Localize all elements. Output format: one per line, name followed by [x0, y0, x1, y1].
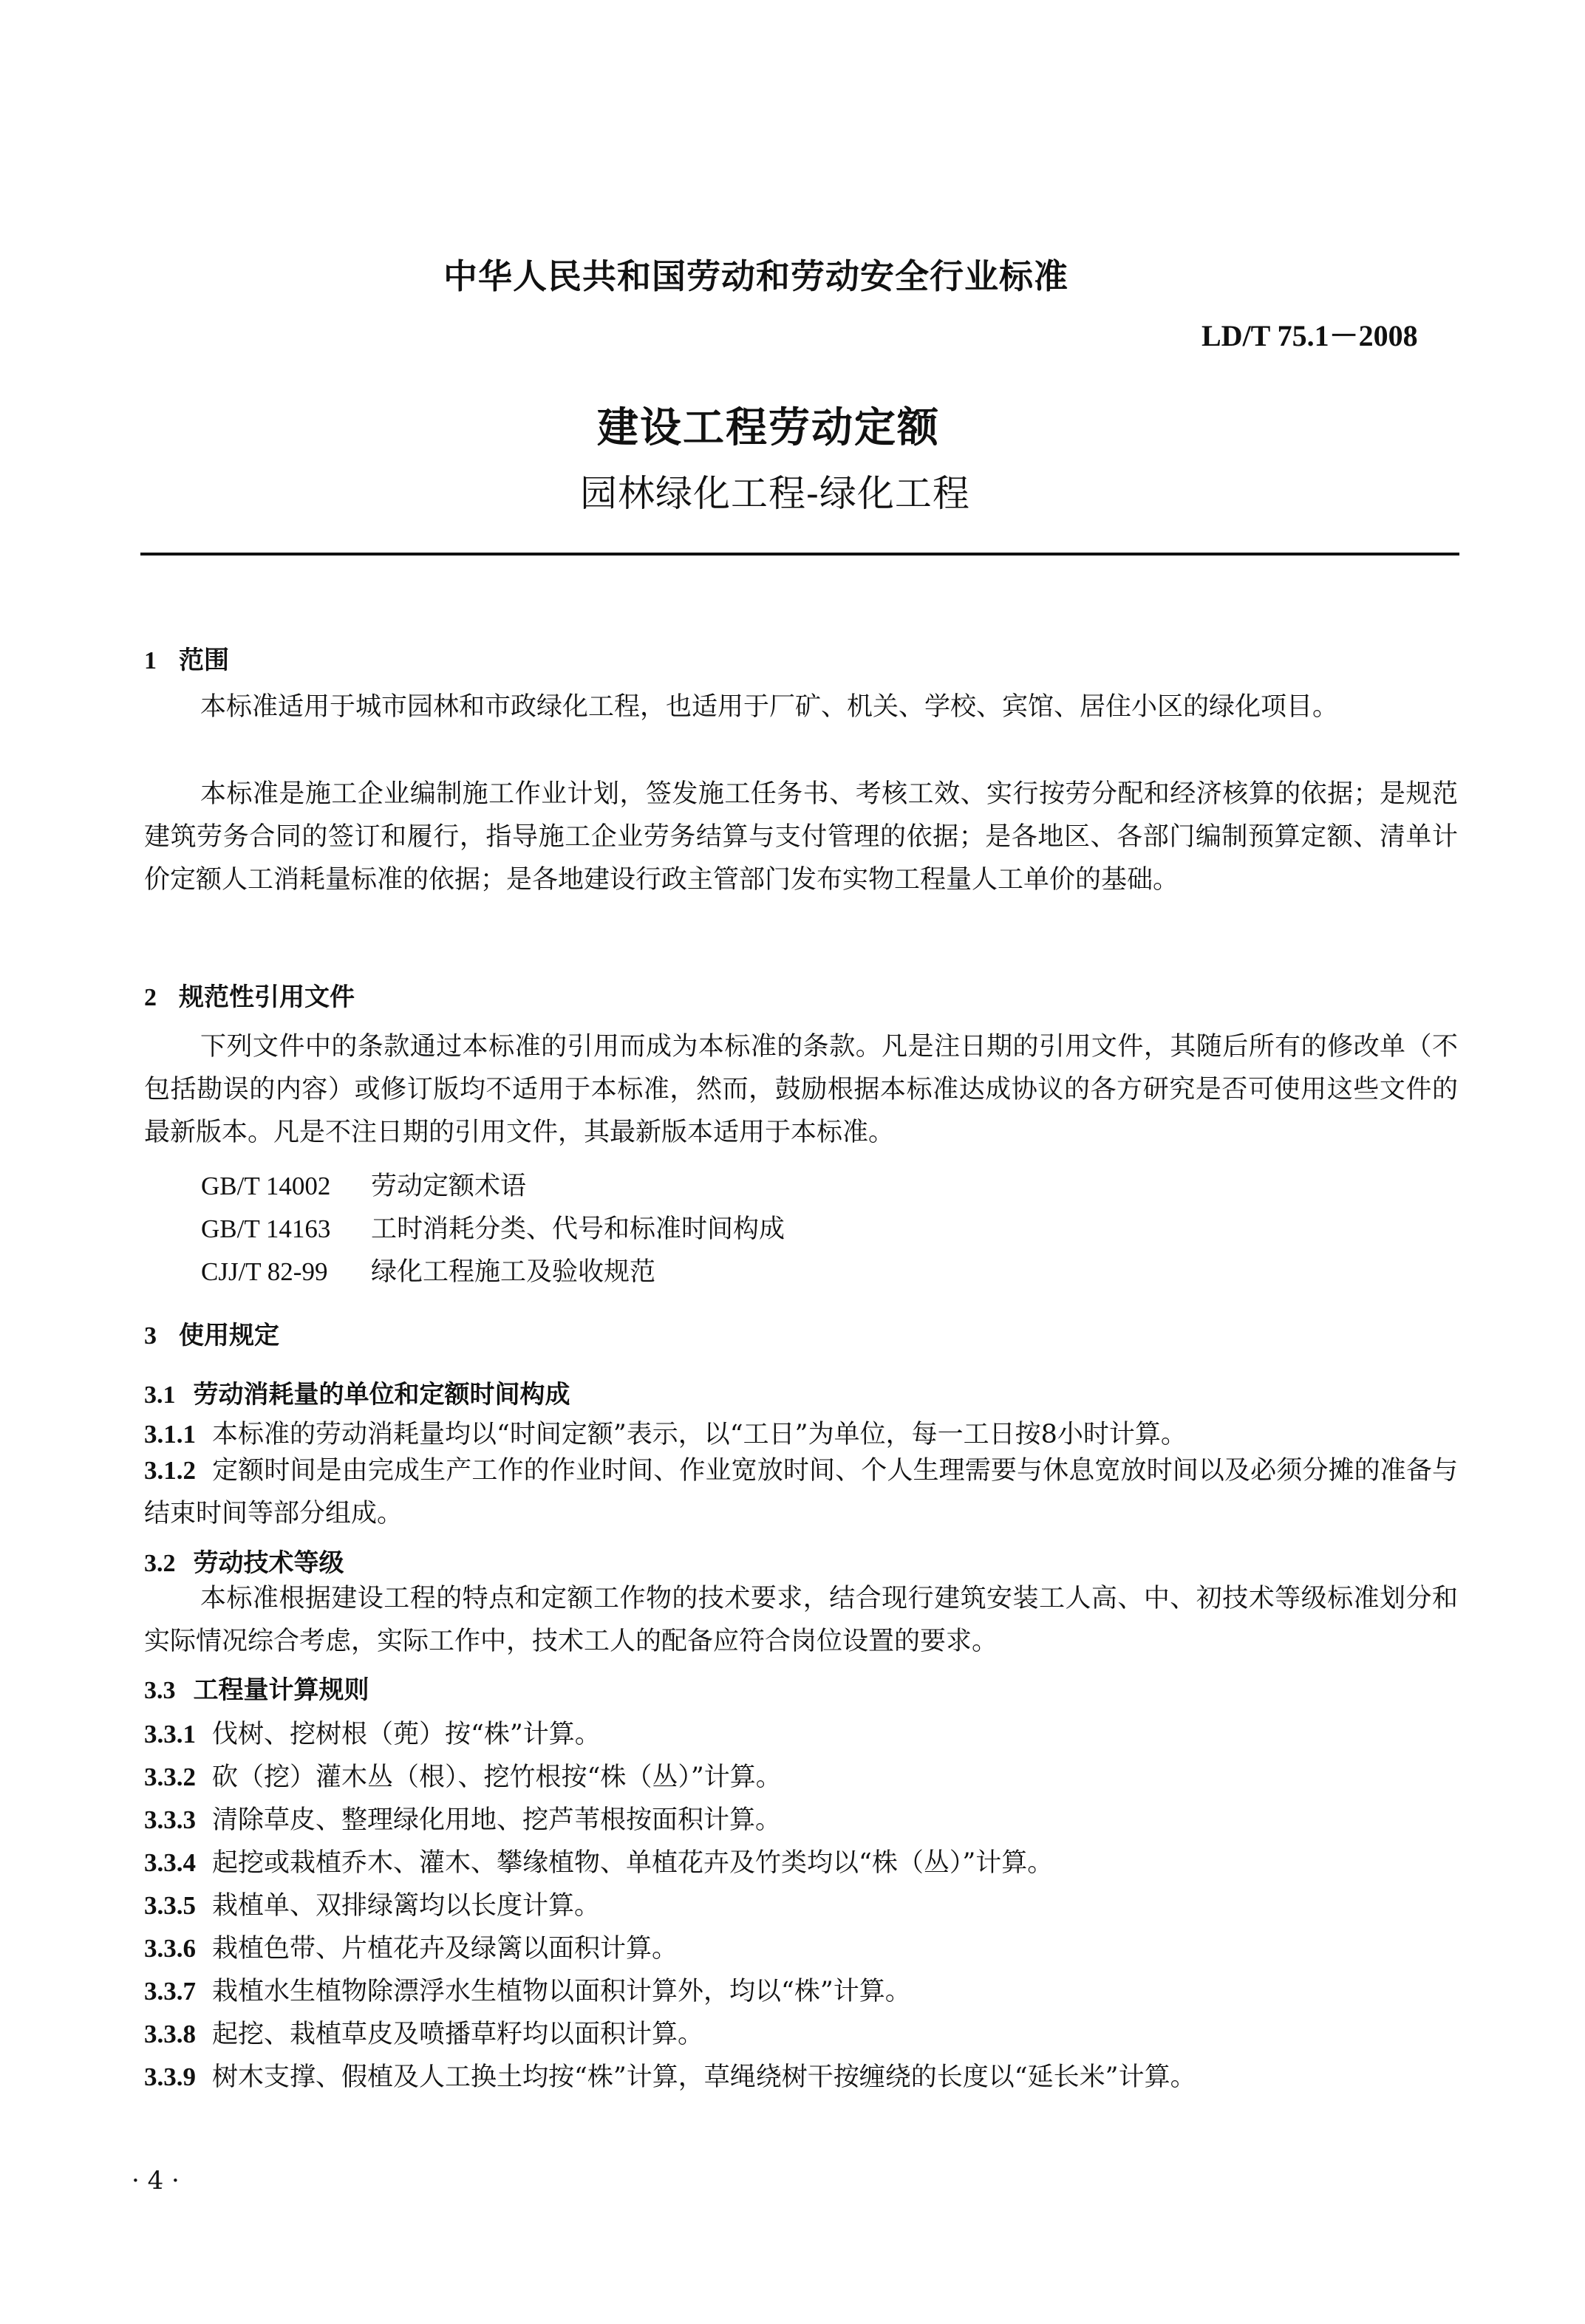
subsection-3-1-heading — [144, 1374, 570, 1410]
rule-number: 3.3.2 — [144, 1763, 196, 1791]
reference-item — [201, 1166, 526, 1203]
rule-text: 树木支撑、假植及人工换土均按“株”计算，草绳绕树干按缠绕的长度以“延长米”计算。 — [212, 2062, 1196, 2092]
reference-code: GB/T 14163 — [201, 1214, 331, 1243]
subsection-number: 3.2 — [144, 1550, 176, 1577]
document-subtitle: 园林绿化工程-绿化工程 — [580, 472, 970, 515]
rule-number: 3.3.9 — [144, 2062, 196, 2091]
reference-item — [201, 1251, 655, 1288]
section-1-heading — [144, 640, 229, 676]
subsection-number: 3.3 — [144, 1677, 176, 1704]
rule-number: 3.3.8 — [144, 2020, 196, 2048]
reference-title: 绿化工程施工及验收规范 — [371, 1257, 656, 1287]
reference-item — [201, 1209, 785, 1245]
rule-item — [144, 2057, 1196, 2094]
section-3-heading — [144, 1315, 279, 1351]
rule-item — [144, 1757, 782, 1794]
rule-item — [144, 1928, 678, 1965]
subsection-title: 工程量计算规则 — [193, 1675, 369, 1705]
document-title: 建设工程劳动定额 — [597, 403, 940, 452]
reference-code: CJJ/T 82-99 — [201, 1257, 328, 1286]
rule-number: 3.3.3 — [144, 1805, 196, 1834]
clause-text: 定额时间是由完成生产工作的作业时间、作业宽放时间、个人生理需要与休息宽放时间以及必须分摊的准备与结束时间等部分组成。 — [144, 1456, 1458, 1528]
rule-text: 伐树、挖树根（蔸）按“株”计算。 — [212, 1720, 601, 1749]
rule-text: 砍（挖）灌木丛（根）、挖竹根按“株（丛）”计算。 — [212, 1763, 782, 1792]
subsection-title: 劳动消耗量的单位和定额时间构成 — [193, 1380, 570, 1409]
reference-title: 工时消耗分类、代号和标准时间构成 — [371, 1214, 785, 1244]
rule-item — [144, 1800, 781, 1836]
rule-text: 清除草皮、整理绿化用地、挖芦苇根按面积计算。 — [212, 1805, 782, 1835]
section-1-paragraph-1: 本标准适用于城市园林和市政绿化工程，也适用于厂矿、机关、学校、宾馆、居住小区的绿化项目。 — [200, 692, 1339, 722]
rule-number: 3.3.1 — [144, 1720, 196, 1749]
rule-item — [144, 2014, 703, 2051]
rule-text: 栽植色带、片植花卉及绿篱以面积计算。 — [212, 1934, 678, 1964]
page-number: · 4 · — [132, 2166, 180, 2195]
standard-code: LD/T 75.1－2008 — [1201, 319, 1418, 352]
reference-title: 劳动定额术语 — [371, 1172, 527, 1201]
subsection-3-3-heading — [144, 1669, 369, 1706]
rule-number: 3.3.5 — [144, 1891, 196, 1920]
rule-number: 3.3.7 — [144, 1977, 196, 2006]
section-2-title: 规范性引用文件 — [179, 982, 355, 1012]
rule-item — [144, 1971, 911, 2008]
section-1-number: 1 — [144, 647, 157, 674]
clause-text: 本标准的劳动消耗量均以“时间定额”表示，以“工日”为单位，每一工日按8小时计算。 — [212, 1420, 1187, 1449]
rule-text: 栽植水生植物除漂浮水生植物以面积计算外，均以“株”计算。 — [212, 1977, 911, 2006]
clause-3-1-1 — [144, 1414, 1187, 1451]
section-2-number: 2 — [144, 984, 157, 1011]
subsection-3-2-heading — [144, 1542, 344, 1579]
rule-item — [144, 1714, 601, 1751]
section-3-number: 3 — [144, 1322, 157, 1350]
title-divider — [140, 553, 1459, 556]
section-2-paragraph: 下列文件中的条款通过本标准的引用而成为本标准的条款。凡是注日期的引用文件，其随后所有的修改单（不包括勘误的内容）或修订版均不适用于本标准，然而，鼓励根据本标准达成协议的各方研究是否可使用这些文件的最新版本。凡是不注日期的引用文件，其最新版本适用于本标准。 — [144, 1032, 1458, 1147]
rule-number: 3.3.4 — [144, 1848, 196, 1877]
rule-number: 3.3.6 — [144, 1934, 196, 1963]
subsection-title: 劳动技术等级 — [193, 1548, 344, 1578]
section-2-heading — [144, 977, 355, 1013]
section-1-title: 范围 — [179, 646, 229, 675]
rule-text: 起挖、栽植草皮及喷播草籽均以面积计算。 — [212, 2020, 704, 2049]
rule-item — [144, 1842, 1053, 1879]
standard-title: 中华人民共和国劳动和劳动安全行业标准 — [443, 256, 1068, 296]
clause-number: 3.1.2 — [144, 1456, 196, 1485]
subsection-number: 3.1 — [144, 1381, 176, 1409]
rule-item — [144, 1885, 600, 1922]
clause-3-1-2 — [144, 1449, 1458, 1535]
section-3-title: 使用规定 — [179, 1321, 279, 1350]
rule-text: 栽植单、双排绿篱均以长度计算。 — [212, 1891, 601, 1921]
clause-number: 3.1.1 — [144, 1420, 196, 1449]
rule-text: 起挖或栽植乔木、灌木、攀缘植物、单植花卉及竹类均以“株（丛）”计算。 — [212, 1848, 1054, 1878]
section-1-paragraph-2: 本标准是施工企业编制施工作业计划，签发施工任务书、考核工效、实行按劳分配和经济核算的依据；是规范建筑劳务合同的签订和履行，指导施工企业劳务结算与支付管理的依据；是各地区、各部门编制预算定额、清单计价定额人工消耗量标准的依据；是各地建设行政主管部门发布实物工程量人工单价的基础。 — [144, 779, 1458, 895]
reference-code: GB/T 14002 — [201, 1172, 331, 1200]
subsection-3-2-paragraph: 本标准根据建设工程的特点和定额工作物的技术要求，结合现行建筑安装工人高、中、初技术等级标准划分和实际情况综合考虑，实际工作中，技术工人的配备应符合岗位设置的要求。 — [144, 1584, 1458, 1656]
